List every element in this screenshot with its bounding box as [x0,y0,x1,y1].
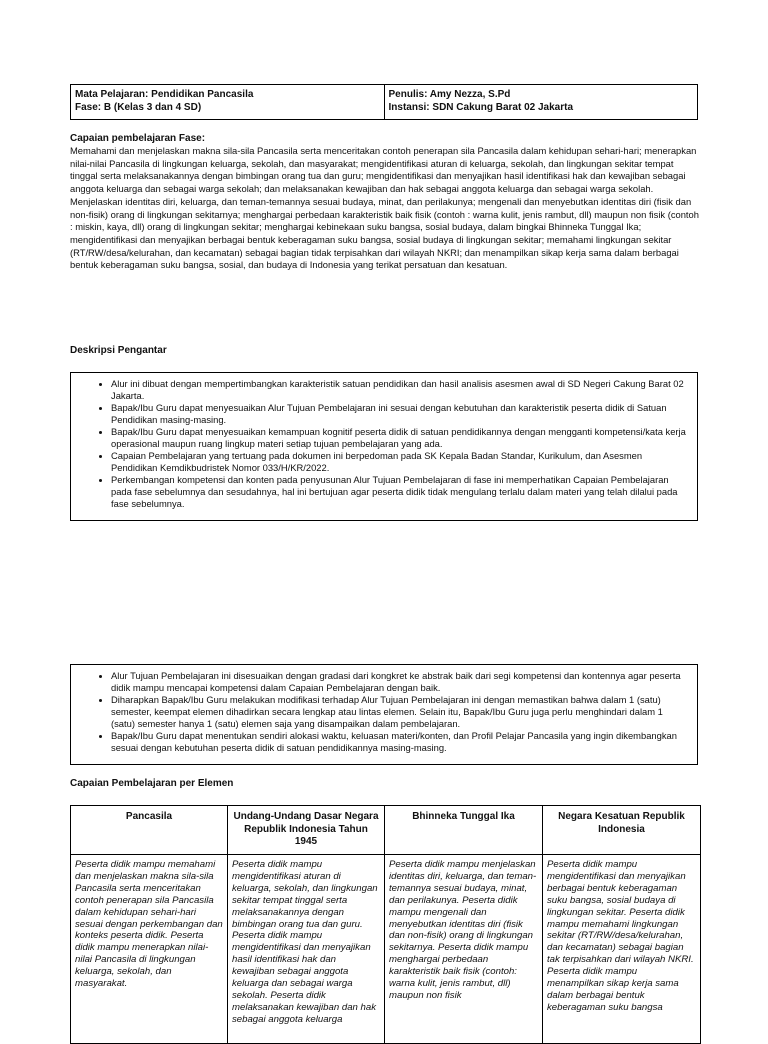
list-item: • Capaian Pembelajaran yang tertuang pada dokumen ini berpedoman pada SK Kepala Badan Standar, Kurikulum, dan Asesmen Pendidikan Kemdikbudristek Nomor 033/H/KR/2022. [111,450,687,474]
institution-label: Instansi: SDN Cakung Barat 02 Jakarta [388,102,574,113]
list-item: • Bapak/Ibu Guru dapat menyesuaikan kemampuan kognitif peserta didik di satuan pendidikannya dengan mengganti kompetensi/kata kerja operasional maupun ruang lingkup materi setiap tujuan pembelajaran yang ada. [111,426,687,450]
list-item: • Bapak/Ibu Guru dapat menyesuaikan Alur Tujuan Pembelajaran ini sesuai dengan kebutuhan dan karakteristik peserta didik di Satuan Pendidikan masing-masing. [111,402,687,426]
column-header: Pancasila [71,806,228,855]
header-cell-author [384,85,698,119]
list-item: • Bapak/Ibu Guru dapat menentukan sendiri alokasi waktu, keluasan materi/konten, dan Profil Pelajar Pancasila yang ingin dikembangkan sesuai dengan kebutuhan peserta didik di satuan pendidikannya masing-masing. [111,730,687,754]
author-label: Penulis: Amy Nezza, S.Pd [388,89,511,100]
catatan-list [71,670,687,754]
column-header: Bhinneka Tunggal Ika [385,806,543,855]
table-cell: Peserta didik mampu memahami dan menjelaskan makna sila-sila Pancasila serta menceritakan contoh penerapan sila Pancasila dalam kehidupan sehari-hari sesuai dengan perkembangan dan konteks peserta didik. Peserta didik mampu menerapkan nilai-nilai Pancasila di lingkungan keluarga, sekolah, dan masyarakat. [71,855,228,1044]
column-header: Negara Kesatuan Republik Indonesia [543,806,701,855]
per-elemen-heading: Capaian Pembelajaran per Elemen [70,778,234,789]
capaian-fase-text: Memahami dan menjelaskan makna sila-sila Pancasila serta menceritakan contoh penerapan sila Pancasila dalam kehidupan sehari-hari; menerapkan nilai-nilai Pancasila di lingkungan keluarga, sekolah, dan masyarakat; mengidentifikasi aturan di keluarga, sekolah, dan lingkungan sekitar tempat tinggal serta melaksanakannya dengan bimbingan orang tua dan guru; mengidentifikasi dan menyajikan hasil identifikasi hak dan kewajiban sebagai anggota keluarga dan sebagai warga sekolah; dan melaksanakan kewajiban dan hak sebagai anggota keluarga dan sebagai warga sekolah. Menjelaskan identitas diri, keluarga, dan teman-temannya sesuai budaya, minat, dan perilakunya; mengenali dan menyebutkan identitas diri (fisik dan non-fisik) orang di lingkungan sekitarnya; menghargai perbedaan karakteristik baik fisik (contoh : warna kulit, jenis rambut, dll) maupun non fisik (contoh : miskin, kaya, dll) orang di lingkungan sekitar; menghargai kebinekaan suku bangsa, sosial budaya, dalam bingkai Bhinneka Tunggal Ika; mengidentifikasi dan menyajikan berbagai bentuk keberagaman suku bangsa, sosial budaya di lingkungan sekitar; memahami lingkungan sekitar (RT/RW/desa/kelurahan, dan kecamatan) sebagai bagian tidak terpisahkan dari wilayah NKRI; dan menampilkan sikap kerja sama dalam berbagai bentuk keberagaman suku bangsa, sosial, dan budaya di Indonesia yang terikat persatuan dan kesatuan. [70,145,699,271]
elemen-table [70,805,701,1044]
deskripsi-heading: Deskripsi Pengantar [70,345,167,356]
table-cell: Peserta didik mampu menjelaskan identitas diri, keluarga, dan teman-temannya sesuai budaya, minat, dan perilakunya. Peserta didik mampu mengenali dan menyebutkan identitas diri (fisik dan non-fisik) orang di lingkungan sekitarnya. Peserta didik mampu menghargai perbedaan karakteristik baik fisik (contoh: warna kulit, jenis rambut, dll) maupun non fisik [385,855,543,1044]
capaian-fase-heading: Capaian pembelajaran Fase: [70,133,206,144]
header-table [70,84,698,120]
deskripsi-box [70,372,698,521]
list-item: • Alur ini dibuat dengan mempertimbangkan karakteristik satuan pendidikan dan hasil analisis asesmen awal di SD Negeri Cakung Barat 02 Jakarta. [111,378,687,402]
list-item: • Alur Tujuan Pembelajaran ini disesuaikan dengan gradasi dari kongkret ke abstrak baik dari segi kompetensi dan kontennya agar peserta didik mampu mencapai kompetensi dalam Capaian Pembelajaran dengan baik. [111,670,687,694]
column-header: Undang-Undang Dasar Negara Republik Indonesia Tahun 1945 [228,806,385,855]
deskripsi-list [71,378,687,510]
table-cell: Peserta didik mampu mengidentifikasi aturan di keluarga, sekolah, dan lingkungan sekitar tempat tinggal serta melaksanakannya dengan bimbingan orang tua dan guru. Peserta didik mampu mengidentifikasi dan menyajikan hasil identifikasi hak dan kewajiban sebagai anggota keluarga dan sebagai warga sekolah. Peserta didik melaksanakan kewajiban dan hak sebagai anggota keluarga [228,855,385,1044]
subject-label: Mata Pelajaran: Pendidikan Pancasila [75,89,254,100]
table-row [71,855,701,1044]
phase-label: Fase: B (Kelas 3 dan 4 SD) [75,102,202,113]
header-cell-subject [71,85,384,119]
table-header-row [71,806,701,855]
list-item: • Diharapkan Bapak/Ibu Guru melakukan modifikasi terhadap Alur Tujuan Pembelajaran ini dengan memastikan bahwa dalam 1 (satu) semester, keempat elemen dihadirkan secara lengkap atau lintas elemen. Selain itu, Bapak/Ibu Guru juga perlu menghindari dalam 1 (satu) semester hanya 1 (satu) elemen saja yang disampaikan dalam pembelajaran. [111,694,687,730]
table-cell: Peserta didik mampu mengidentifikasi dan menyajikan berbagai bentuk keberagaman suku bangsa, sosial budaya di lingkungan sekitar. Peserta didik mampu memahami lingkungan sekitar (RT/RW/desa/kelurahan, dan kecamatan) sebagai bagian tak terpisahkan dari wilayah NKRI. Peserta didik mampu menampilkan sikap kerja sama dalam berbagai bentuk keberagaman suku bangsa [543,855,701,1044]
list-item: • Perkembangan kompetensi dan konten pada penyusunan Alur Tujuan Pembelajaran di fase ini memperhatikan Capaian Pembelajaran pada fase sebelumnya dan sesudahnya, hal ini bertujuan agar peserta didik tidak mengulang terlalu dalam materi yang telah dilalui pada fase sebelumnya. [111,474,687,510]
catatan-box [70,664,698,765]
